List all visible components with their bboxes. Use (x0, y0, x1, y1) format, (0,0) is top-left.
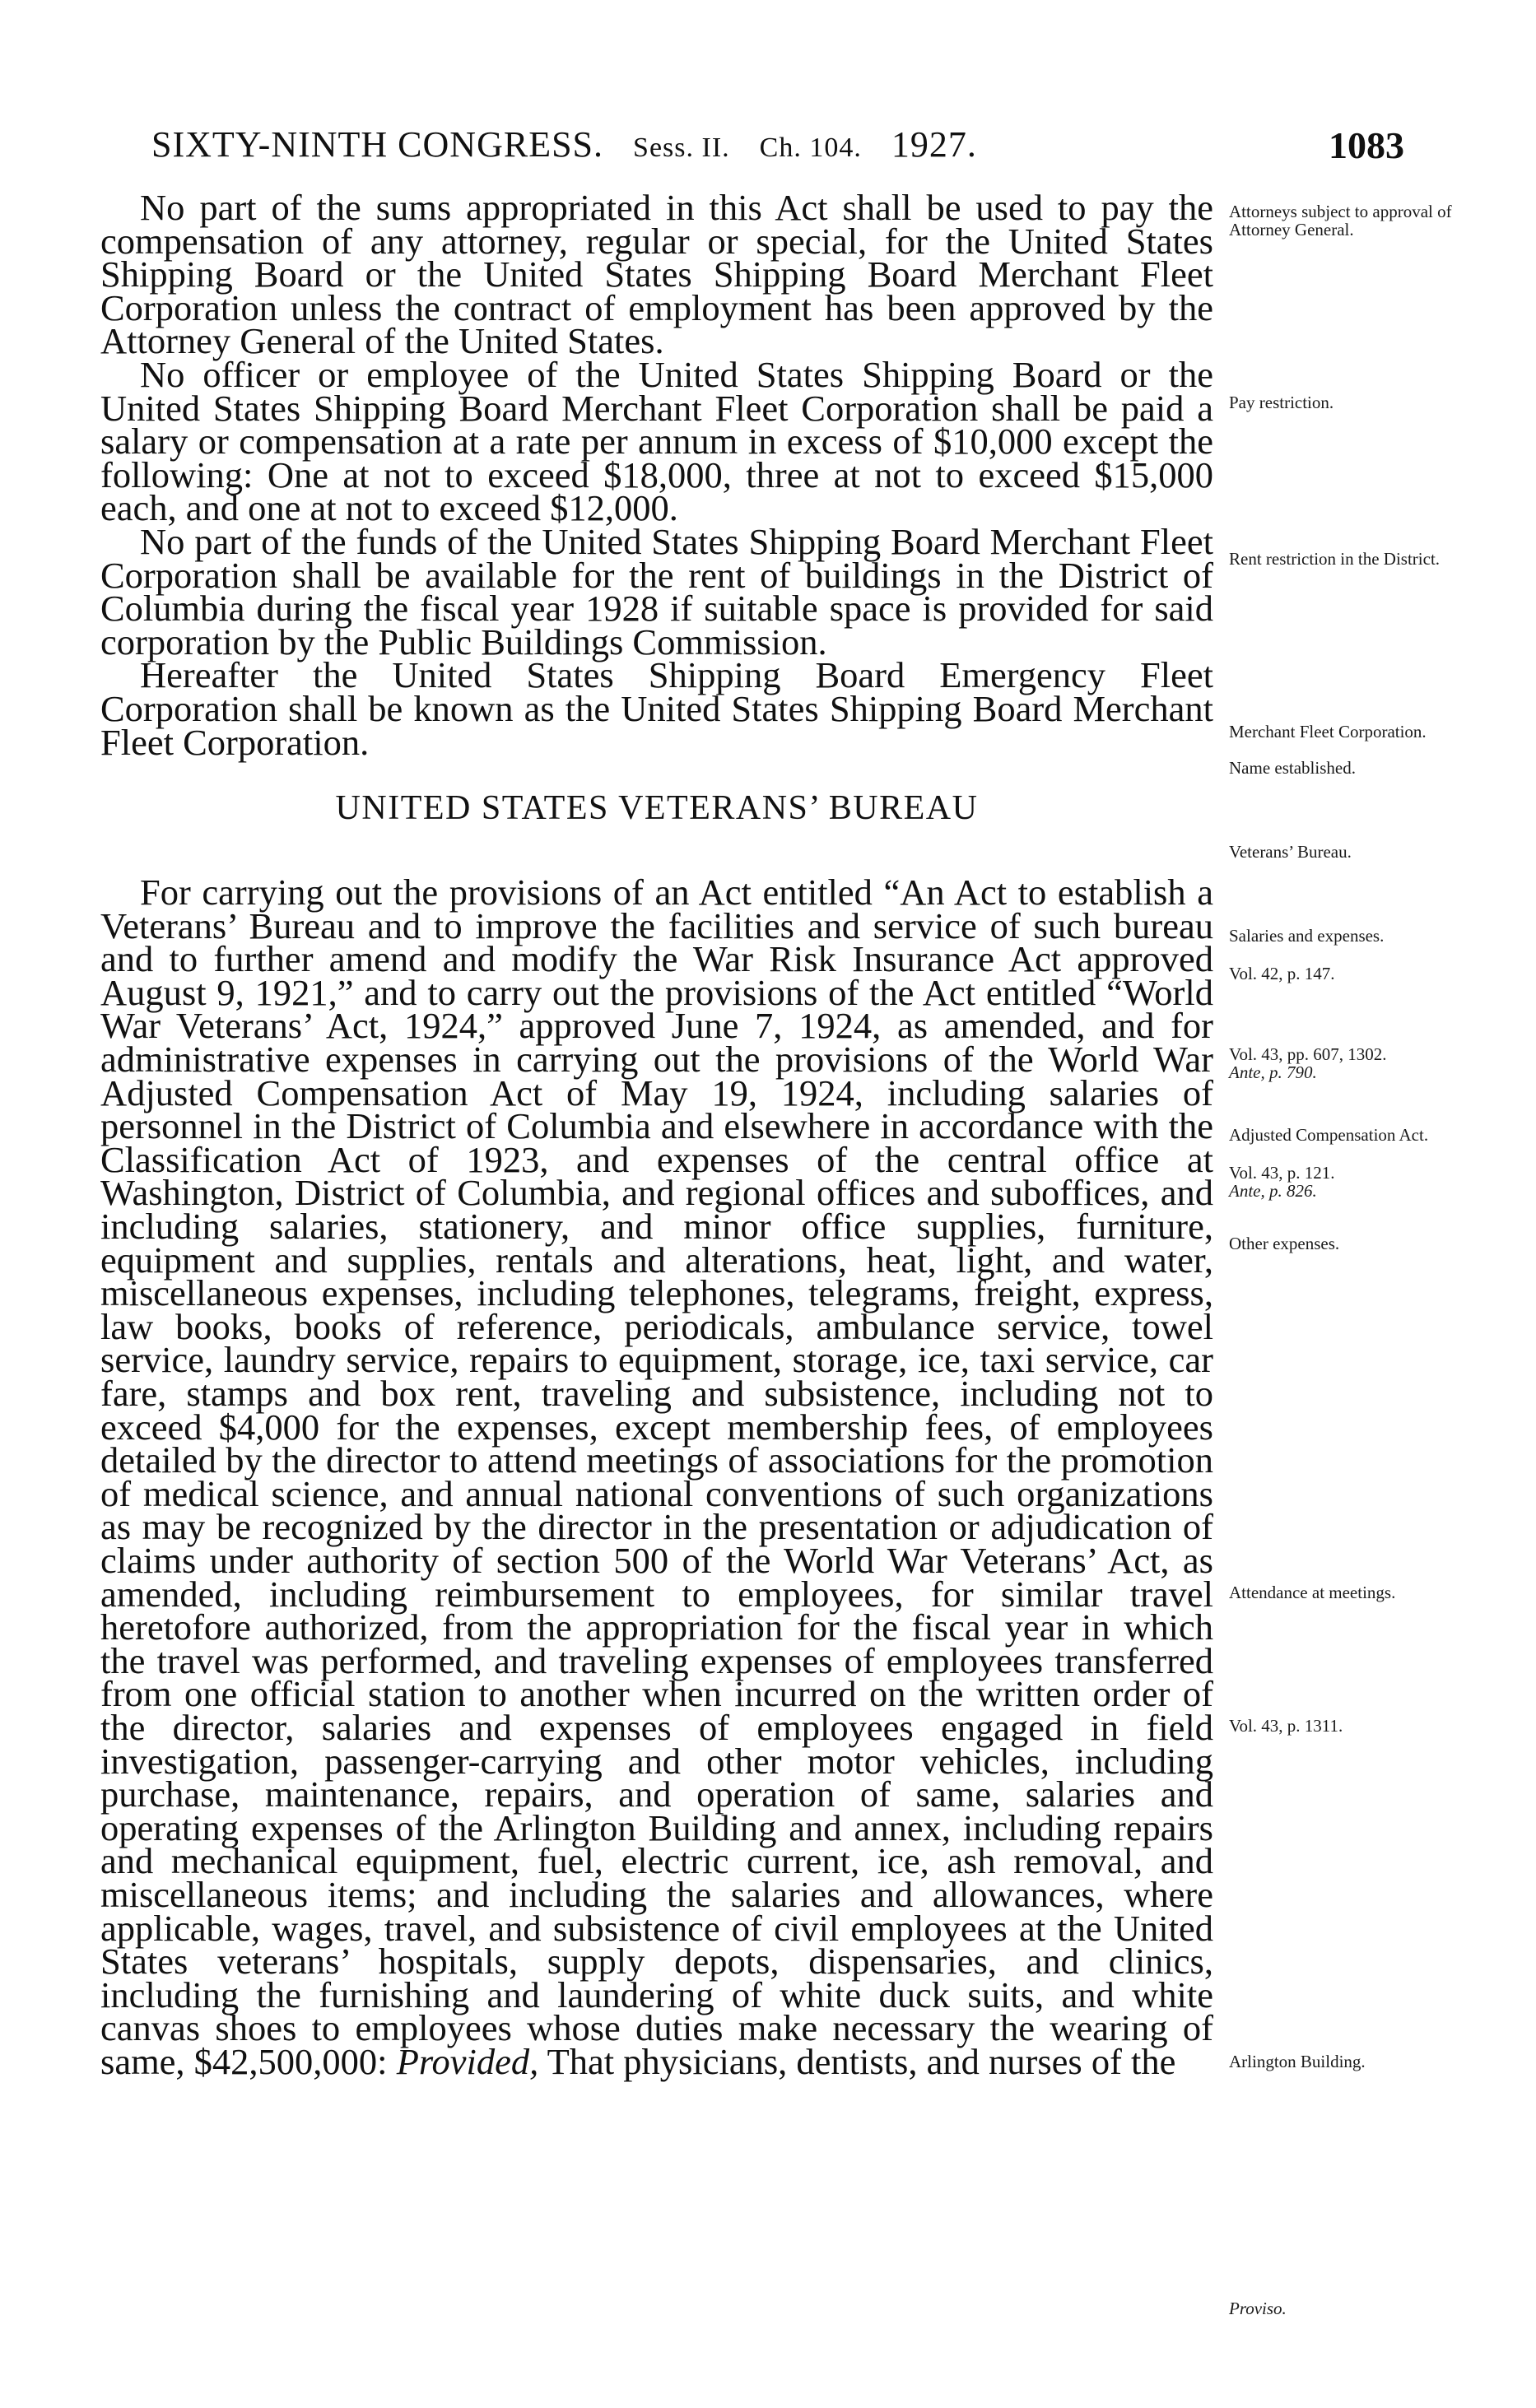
note-name-established: Name established. (1229, 758, 1356, 778)
note-merchant-fleet: Merchant Fleet Corporation. (1229, 722, 1427, 741)
note-other-expenses: Other expenses. (1229, 1234, 1340, 1253)
paragraph-merchant-fleet: Hereafter the United States Shipping Board Emergency Fleet Corporation shall be known as the United States Shipping Board Merchant Fleet Corporation. (100, 654, 1213, 763)
header-session: Sess. II. (633, 132, 730, 163)
running-header (151, 123, 1518, 173)
note-attorneys: Attorneys subject to approval of Attorney General. (1229, 202, 1452, 239)
note-proviso-text: Proviso. (1229, 2299, 1287, 2318)
page-number: 1083 (1329, 124, 1404, 166)
note-vol43-121: Vol. 43, p. 121. (1229, 1163, 1335, 1183)
paragraph-pay-restriction: No officer or employee of the United States Shipping Board or the United States Shipping Board Merchant Fleet Corporation shall be paid a salary or compensation at a rate per annum in excess of $10,000 except the following: One at not to exceed $18,000, three at not to exceed $15,000 each, and one at not to exceed $12,000. (100, 353, 1213, 529)
note-veterans-bureau: Veterans’ Bureau. (1229, 842, 1352, 862)
section-title: UNITED STATES VETERANS’ BUREAU (335, 789, 979, 828)
paragraph-attorneys: No part of the sums appropriated in this Act shall be used to pay the compensation of any attorney, regular or special, for the United States Shipping Board or the United States Shipping Board Merchant Fleet Corporation unless the contract of employment has been approved by the Attorney General of the United States. (100, 187, 1213, 362)
header-year: 1927. (891, 124, 977, 165)
note-attendance: Attendance at meetings. (1229, 1583, 1396, 1602)
header-congress: SIXTY-NINTH CONGRESS. (151, 124, 604, 165)
note-salaries-expenses: Salaries and expenses. (1229, 926, 1385, 946)
provided-word: Provided, (396, 2040, 539, 2082)
note-adjusted-compensation: Adjusted Compensation Act. (1229, 1125, 1429, 1145)
paragraph-rent-restriction: No part of the funds of the United States Shipping Board Merchant Fleet Corporation shall be available for the rent of buildings in the District of Columbia during the fiscal year 1928 if suitable space is provided for said corporation by the Public Buildings Commission. (100, 520, 1213, 662)
body-text (100, 187, 1213, 2082)
veterans-tail: That physicians, dentists, and nurses of the (547, 2040, 1176, 2082)
note-vol43-pp: Vol. 43, pp. 607, 1302. (1229, 1044, 1387, 1064)
note-pay-restriction: Pay restriction. (1229, 393, 1334, 412)
header-chapter: Ch. 104. (759, 132, 862, 163)
veterans-text: For carrying out the provisions of an Act entitled “An Act to establish a Veterans’ Bureau and to improve the facilities and service of such bureau and to further amend and modify the War Risk Insurance Act approved August 9, 1921,” and to carry out the provisions of the Act entitled “World War Veterans’ Act, 1924,” approved June 7, 1924, as amended, and for administrative expenses in carrying out the provisions of the World War Adjusted Compensation Act of May 19, 1924, including salaries of personnel in the District of Columbia and elsewhere in accordance with the Classification Act of 1923, and expenses of the central office at Washington, District of Columbia, and regional offices and suboffices, and including salaries, stationery, and minor office supplies, furniture, equipment and supplies, rentals and alterations, heat, light, and water, miscellaneous expenses, including telephones, telegrams, freight, express, law books, books of reference, periodicals, ambulance service, towel service, laundry service, repairs to equipment, storage, ice, taxi service, car fare, stamps and box rent, traveling and subsistence, including not to exceed $4,000 for the expenses, except membership fees, of employees detailed by the director to attend meetings of associations for the promotion of medical science, and annual national conventions of such organizations as may be recognized by the director in the presentation or adjudication of claims under authority of section 500 of the World War Veterans’ Act, as amended, including reimbursement to employees, for similar travel heretofore authorized, from the appropriation for the fiscal year in which the travel was performed, and traveling expenses of employees transferred from one official station to another when incurred on the written order of the director, salaries and expenses of employees engaged in field investigation, passenger-carrying and other motor vehicles, including purchase, maintenance, repairs, and operation of same, salaries and operating expenses of the Arlington Building and annex, including repairs and mechanical equipment, fuel, electric current, ice, ash removal, and miscellaneous items; and including the salaries and allowances, where applicable, wages, travel, and subsistence of civil employees at the United States veterans’ hospitals, supply depots, dispensaries, and clinics, including the furnishing and laundering of white duck suits, and white canvas shoes to employees whose duties make necessary the wearing of same, $42,500,000: (100, 872, 1213, 2082)
note-vol42: Vol. 42, p. 147. (1229, 964, 1335, 983)
note-ante-790 (1229, 1063, 1476, 1081)
header-citation (151, 123, 977, 165)
note-arlington-building: Arlington Building. (1229, 2052, 1366, 2071)
note-rent-restriction: Rent restriction in the District. (1229, 549, 1441, 569)
note-ante-790-text: Ante, p. 790. (1229, 1062, 1317, 1082)
paragraph-veterans-bureau (100, 872, 1213, 2082)
note-vol43-1311: Vol. 43, p. 1311. (1229, 1716, 1343, 1736)
note-proviso (1229, 2299, 1476, 2317)
note-ante-826-text: Ante, p. 826. (1229, 1181, 1317, 1201)
note-ante-826 (1229, 1182, 1476, 1200)
